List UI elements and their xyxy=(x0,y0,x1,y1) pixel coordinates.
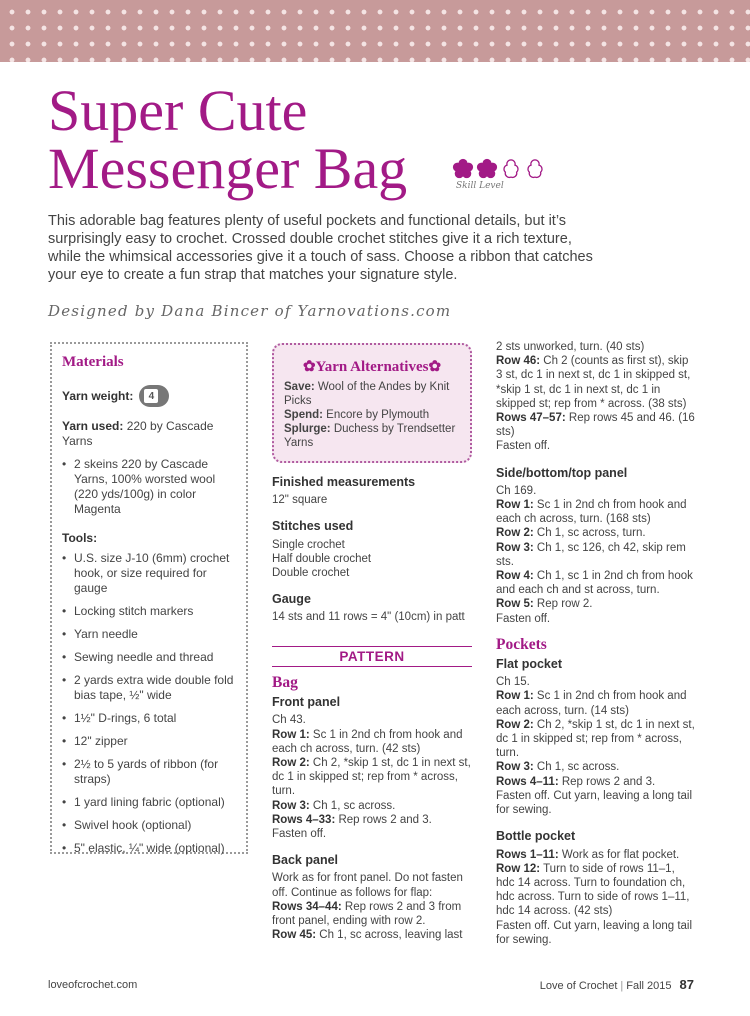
alt-spend: Spend: Encore by Plymouth xyxy=(284,409,430,421)
row-instruction: Row 1: Sc 1 in 2nd ch from hook and each across, turn. (14 sts) xyxy=(496,690,687,717)
row-instruction: Row 3: Ch 1, sc across. xyxy=(496,761,620,774)
finished-text: 12" square xyxy=(272,494,328,507)
right-column xyxy=(496,340,696,947)
title-line-1: Super Cute xyxy=(48,78,308,143)
list-item: • 2 skeins 220 by Cascade Yarns, 100% worsted wool (220 yds/100g) in color Magenta xyxy=(62,457,236,517)
intro-paragraph: This adorable bag features plenty of useful pockets and functional details, but it’s surprisingly easy to crochet. Crossed double crochet stitches give it a rich texture, while the whimsical accessories give it a touch of sass. Choose a ribbon that catches your eye to create a fun strap that matches your signature style. xyxy=(48,213,593,283)
list-item: • 1½" D-rings, 6 total xyxy=(62,711,236,726)
row-instruction: Row 2: Ch 1, sc across, turn. xyxy=(496,527,646,540)
footer-issue: Love of Crochet | Fall 2015 87 xyxy=(539,977,694,992)
list-item: • 1 yard lining fabric (optional) xyxy=(62,795,236,810)
list-item: Double crochet xyxy=(272,567,350,580)
list-item: Half double crochet xyxy=(272,552,372,565)
row-instruction: Row 46: Ch 2 (counts as first st), skip 3 st, dc 1 in next st, dc 1 in skipped st, *skip 1 st, dc 1 in next st, dc 1 in skipped st; rep from * across. (38 sts) xyxy=(496,355,691,410)
flat-pocket-heading: Flat pocket xyxy=(496,657,562,672)
yarn-weight-icon xyxy=(139,385,169,407)
front-end: Fasten off. xyxy=(272,828,327,841)
row-instruction: Row 2: Ch 2, *skip 1 st, dc 1 in next st, dc 1 in skipped st; rep from * across, turn. xyxy=(496,718,695,760)
skill-level-label: Skill Level xyxy=(456,181,504,191)
skill-flowers xyxy=(452,158,552,180)
polka-dot-header-band xyxy=(0,0,750,62)
list-item: • Swivel hook (optional) xyxy=(62,818,236,833)
side-panel-heading: Side/bottom/top panel xyxy=(496,465,628,480)
row-instruction: Row 5: Rep row 2. xyxy=(496,598,593,611)
gauge-heading: Gauge xyxy=(272,592,311,607)
row-instruction: Row 12: Turn to side of rows 11–1, hdc 14 across. Turn to foundation ch, hdc across. Turn to side of rows 1–11, hdc 14 across. (42 sts) xyxy=(496,862,690,918)
materials-heading: Materials xyxy=(62,354,124,370)
row-instruction: Row 45: Ch 1, sc across, leaving last xyxy=(272,929,463,942)
list-item: • Sewing needle and thread xyxy=(62,650,236,665)
skill-flower-outline-icon xyxy=(500,158,522,180)
row-instruction: Row 3: Ch 1, sc 126, ch 42, skip rem sts. xyxy=(496,541,686,568)
designer-credit: Designed by Dana Bincer of Yarnovations.com xyxy=(48,302,452,320)
row-instruction: Row 2: Ch 2, *skip 1 st, dc 1 in next st, dc 1 in skipped st; rep from * across, turn. xyxy=(272,757,471,798)
yarn-alternatives-box xyxy=(272,343,472,463)
row-instruction: Rows 34–44: Rep rows 2 and 3 from front panel, ending with row 2. xyxy=(272,900,462,928)
pockets-heading: Pockets xyxy=(496,635,547,653)
list-item: Single crochet xyxy=(272,538,345,551)
list-item: • 12" zipper xyxy=(62,734,236,749)
skill-flower-icon xyxy=(452,158,474,180)
row-instruction: Rows 4–33: Rep rows 2 and 3. xyxy=(272,813,432,826)
list-item: • 2 yards extra wide double fold bias tape, ½" wide xyxy=(62,673,236,703)
skill-flower-outline-icon xyxy=(524,158,546,180)
tools-label: Tools: xyxy=(62,531,98,545)
skill-flower-icon xyxy=(476,158,498,180)
tools-list xyxy=(62,551,236,856)
list-item: • 5" elastic, ¼" wide (optional) xyxy=(62,841,236,856)
yarn-alternatives-heading: ✿Yarn Alternatives✿ xyxy=(302,359,442,375)
flat-ch: Ch 15. xyxy=(496,676,530,689)
middle-column-top xyxy=(272,475,477,637)
list-item: • 2½ to 5 yards of ribbon (for straps) xyxy=(62,757,236,787)
row-instruction: Row 1: Sc 1 in 2nd ch from hook and each ch across, turn. (168 sts) xyxy=(496,499,687,526)
row-instruction: Rows 4–11: Rep rows 2 and 3. xyxy=(496,775,656,788)
footer-site: loveofcrochet.com xyxy=(48,979,138,991)
flower-bullet-icon: ✿ xyxy=(302,359,316,375)
list-item: • Locking stitch markers xyxy=(62,604,236,619)
pattern-divider: PATTERN xyxy=(272,646,472,667)
row-instruction: Rows 47–57: Rep rows 45 and 46. (16 sts) xyxy=(496,412,695,439)
footer-issue-date: Fall 2015 xyxy=(626,980,672,992)
middle-column-bottom xyxy=(272,676,477,942)
page-title xyxy=(48,78,408,201)
list-item: • U.S. size J-10 (6mm) crochet hook, or size required for gauge xyxy=(62,551,236,596)
yarn-used: Yarn used: 220 by Cascade Yarns xyxy=(62,419,214,448)
yarn-weight-row xyxy=(62,385,236,407)
gauge-text: 14 sts and 11 rows = 4" (10cm) in patt xyxy=(272,611,465,624)
materials-box xyxy=(50,342,248,854)
flower-bullet-icon: ✿ xyxy=(428,359,442,375)
back-cont: 2 sts unworked, turn. (40 sts) xyxy=(496,341,645,353)
yarn-list xyxy=(62,457,236,517)
side-ch: Ch 169. xyxy=(496,484,537,497)
title-line-2: Messenger Bag xyxy=(48,136,408,201)
front-ch: Ch 43. xyxy=(272,714,306,727)
finished-heading: Finished measurements xyxy=(272,475,416,489)
row-instruction: Row 1: Sc 1 in 2nd ch from hook and each ch across, turn. (42 sts) xyxy=(272,728,463,755)
row-instruction: Row 3: Ch 1, sc across. xyxy=(272,799,396,812)
side-end: Fasten off. xyxy=(496,612,551,625)
back-end: Fasten off. xyxy=(496,440,551,453)
list-item: • Yarn needle xyxy=(62,627,236,642)
bottle-end: Fasten off. Cut yarn, leaving a long tail for sewing. xyxy=(496,919,693,946)
footer-magazine: Love of Crochet xyxy=(539,980,618,992)
skill-level xyxy=(452,158,552,191)
yarn-weight-number: 4 xyxy=(144,389,158,403)
row-instruction: Row 4: Ch 1, sc 1 in 2nd ch from hook and each ch and st across, turn. xyxy=(496,570,693,597)
back-intro: Work as for front panel. Do not fasten off. Continue as follows for flap: xyxy=(272,872,463,899)
alt-save: Save: Wool of the Andes by Knit Picks xyxy=(284,381,450,407)
row-instruction: Rows 1–11: Work as for flat pocket. xyxy=(496,848,680,861)
bottle-pocket-heading: Bottle pocket xyxy=(496,829,576,844)
stitches-heading: Stitches used xyxy=(272,519,354,534)
back-panel-heading: Back panel xyxy=(272,853,339,868)
yarn-weight-label: Yarn weight: xyxy=(62,389,134,403)
front-panel-heading: Front panel xyxy=(272,695,341,710)
page-number: 87 xyxy=(679,977,694,992)
flat-end: Fasten off. Cut yarn, leaving a long tail for sewing. xyxy=(496,789,693,817)
alt-splurge: Splurge: Duchess by Trendsetter Yarns xyxy=(284,423,456,449)
bag-heading: Bag xyxy=(272,674,298,691)
